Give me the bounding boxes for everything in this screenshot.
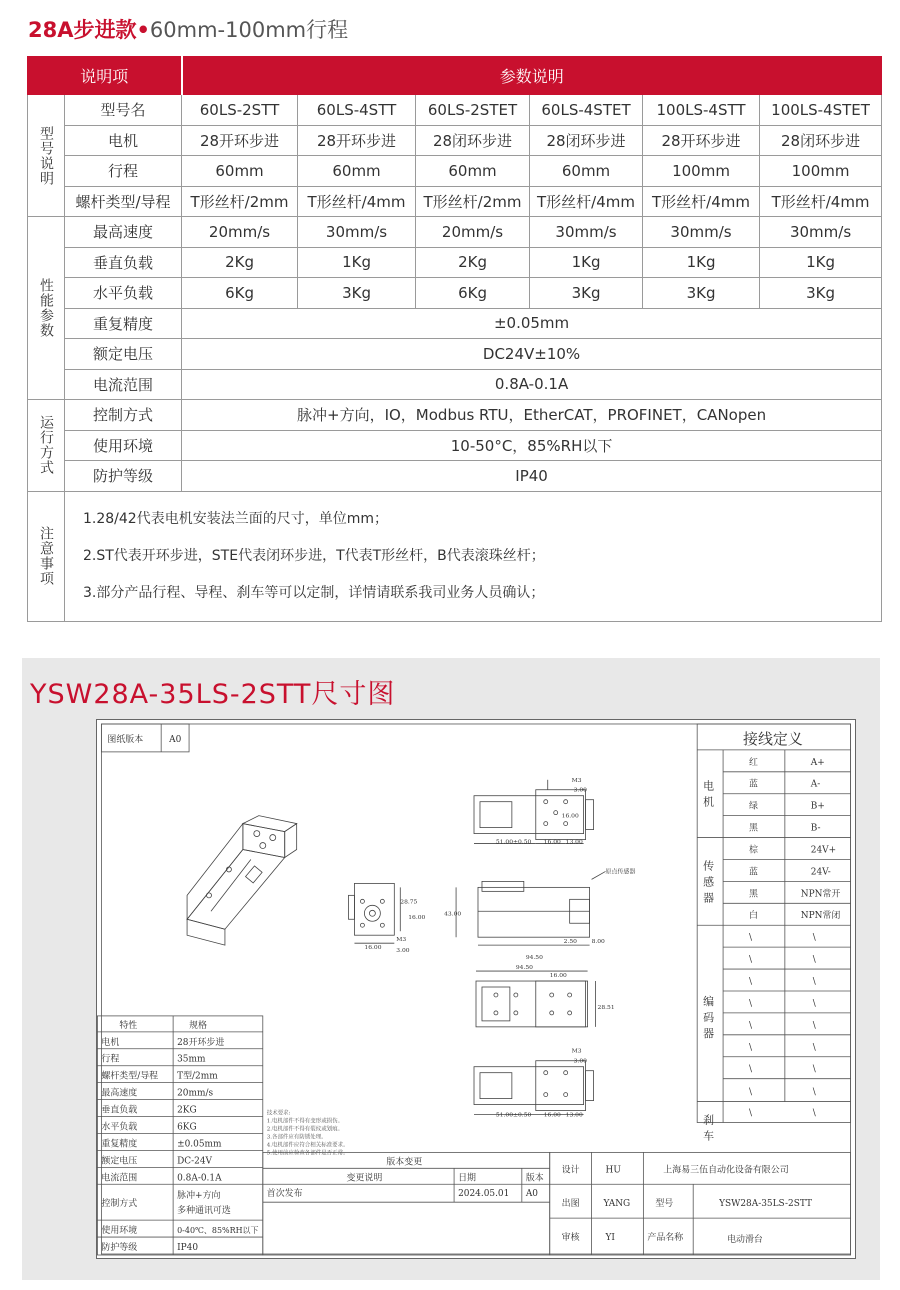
note-item: 3.部分产品行程、导程、刹车等可以定制，详情请联系我司业务人员确认； xyxy=(83,584,545,601)
dim-16b: 16.00 xyxy=(543,838,561,846)
revision-header: 版本 xyxy=(525,1173,544,1184)
wire-color: 白 xyxy=(748,911,758,922)
dim-3-2: 3.00 xyxy=(573,1057,587,1065)
encoder-label-char: 码 xyxy=(703,1010,715,1024)
row-speed xyxy=(28,217,882,248)
encoder-mark: \ xyxy=(748,1042,753,1053)
cell: 1Kg xyxy=(298,247,416,278)
spec-key: 控制方式 xyxy=(101,1199,138,1210)
row-label: 防护等级 xyxy=(65,461,182,492)
encoder-mark: \ xyxy=(812,955,816,966)
wire-color: 蓝 xyxy=(748,779,758,790)
dim-3: 3.00 xyxy=(573,786,587,794)
dim-16-end: 16.00 xyxy=(408,914,426,922)
spec-header: 规格 xyxy=(189,1020,207,1031)
spec-table xyxy=(27,56,882,622)
encoder-label-char: 编 xyxy=(703,994,715,1008)
sensor-label-char: 器 xyxy=(703,891,715,905)
row-control xyxy=(28,400,882,431)
revision-header: 变更说明 xyxy=(346,1173,383,1184)
dim-43: 43.00 xyxy=(444,910,462,918)
row-screw xyxy=(28,186,882,217)
wiring-motor-label xyxy=(703,779,714,809)
dim-13-2: 13.00 xyxy=(565,1111,583,1119)
row-label: 使用环境 xyxy=(65,430,182,461)
spec-key: 垂直负载 xyxy=(101,1105,138,1116)
cell: IP40 xyxy=(182,461,882,492)
group-model: 型号说明 xyxy=(28,95,65,217)
encoder-mark: \ xyxy=(812,977,816,988)
wire-signal: A+ xyxy=(810,757,825,768)
group-run: 运行方式 xyxy=(28,400,65,492)
cell: T形丝杆/4mm xyxy=(643,186,760,217)
encoder-mark: \ xyxy=(748,1020,753,1031)
drawing-spec-table xyxy=(101,1019,258,1253)
cell: 3Kg xyxy=(643,278,760,309)
drawing-sheet xyxy=(96,719,856,1259)
row-ip xyxy=(28,461,882,492)
wire-color: 红 xyxy=(748,757,758,768)
row-hload xyxy=(28,278,882,309)
drawing-spec-table-lines xyxy=(97,1016,262,1255)
cell: 100LS-4STT xyxy=(643,95,760,126)
revision-desc: 首次发布 xyxy=(266,1189,303,1200)
tech-note: 3.各部件应有防锈处理。 xyxy=(266,1134,327,1141)
title-stroke: 60mm-100mm行程 xyxy=(149,18,349,42)
cell: 30mm/s xyxy=(643,217,760,248)
revision-table-lines xyxy=(263,1152,550,1255)
cell: T形丝杆/4mm xyxy=(760,186,882,217)
encoder-mark: \ xyxy=(748,1064,753,1075)
sensor-label-char: 感 xyxy=(703,875,715,889)
wire-signal: B- xyxy=(810,823,821,834)
wire-signal: A- xyxy=(810,779,821,790)
wiring-brake-label xyxy=(703,1113,714,1143)
cell: T形丝杆/4mm xyxy=(298,186,416,217)
row-repeat xyxy=(28,308,882,339)
encoder-mark: \ xyxy=(748,955,753,966)
cell: 3Kg xyxy=(530,278,643,309)
encoder-mark: \ xyxy=(812,1020,816,1031)
row-label: 电流范围 xyxy=(65,369,182,400)
spec-key: 额定电压 xyxy=(101,1156,138,1167)
row-label: 行程 xyxy=(65,156,182,187)
tb-model-label: 型号 xyxy=(655,1199,674,1210)
revision-table xyxy=(267,1155,544,1199)
dim-51-2: 51.00±0.50 xyxy=(495,1111,532,1119)
cell: 28闭环步进 xyxy=(416,125,530,156)
dim-16c: 16.00 xyxy=(549,972,567,980)
notes-cell xyxy=(65,491,882,621)
cell: 20mm/s xyxy=(416,217,530,248)
spec-val: 0-40℃、85%RH以下 xyxy=(177,1226,259,1236)
sensor-note: 原点传感器 xyxy=(605,868,636,876)
tb-drawn-value: YANG xyxy=(603,1199,631,1210)
tb-product-label: 产品名称 xyxy=(647,1233,684,1244)
spec-header-row xyxy=(28,57,882,95)
cell: 脉冲+方向，IO，Modbus RTU，EtherCAT，PROFINET，CANopen xyxy=(182,400,882,431)
wire-signal: 24V- xyxy=(810,867,831,878)
spec-key: 行程 xyxy=(101,1054,120,1065)
tb-check-value: YI xyxy=(605,1233,615,1244)
dim-13: 13.00 xyxy=(565,838,583,846)
wire-color: 绿 xyxy=(748,801,758,812)
spec-val: 0.8A-0.1A xyxy=(177,1173,222,1184)
revision-title: 版本变更 xyxy=(386,1157,423,1168)
wire-color: 蓝 xyxy=(748,867,758,878)
motor-label-char: 电 xyxy=(703,779,715,793)
encoder-mark: \ xyxy=(812,1087,816,1098)
row-label: 最高速度 xyxy=(65,217,182,248)
dim-16-endb: 16.00 xyxy=(364,944,382,952)
wire-color: 黑 xyxy=(748,889,758,900)
row-stroke xyxy=(28,156,882,187)
wiring-sensor-rows xyxy=(749,844,840,922)
version-label: 图纸版本 xyxy=(107,734,144,745)
row-label: 电机 xyxy=(65,125,182,156)
cell: T形丝杆/4mm xyxy=(530,186,643,217)
wiring-encoder-label xyxy=(703,994,714,1040)
dim-3-end: 3.00 xyxy=(396,947,410,955)
cell: 6Kg xyxy=(416,278,530,309)
dim-m3: M3 xyxy=(571,776,582,784)
revision-header: 日期 xyxy=(458,1173,476,1184)
encoder-mark: \ xyxy=(812,998,816,1009)
wiring-title: 接线定义 xyxy=(743,729,803,748)
row-motor xyxy=(28,125,882,156)
cell: 10-50°C，85%RH以下 xyxy=(182,430,882,461)
sensor-label-char: 传 xyxy=(703,859,715,873)
side-view xyxy=(456,871,605,945)
spec-val: T型/2mm xyxy=(177,1071,218,1082)
encoder-mark: \ xyxy=(748,1087,753,1098)
end-view xyxy=(348,883,400,943)
encoder-mark: \ xyxy=(748,998,753,1009)
title-dot: • xyxy=(136,18,150,42)
cell: 3Kg xyxy=(298,278,416,309)
cell: T形丝杆/2mm xyxy=(182,186,298,217)
spec-val-line: 脉冲+方向 xyxy=(177,1191,221,1202)
wiring-sensor-label xyxy=(703,858,714,904)
row-vload xyxy=(28,247,882,278)
wire-signal: NPN常闭 xyxy=(800,911,841,922)
row-notes xyxy=(28,491,882,621)
spec-val: ±0.05mm xyxy=(177,1139,222,1150)
cell: 1Kg xyxy=(530,247,643,278)
cell: 1Kg xyxy=(760,247,882,278)
dim-2875: 28.75 xyxy=(400,898,418,906)
dim-m3-end: M3 xyxy=(396,936,407,944)
encoder-mark: \ xyxy=(812,1042,816,1053)
cell: 28开环步进 xyxy=(298,125,416,156)
spec-key: 重复精度 xyxy=(101,1139,138,1150)
encoder-mark: \ xyxy=(748,933,753,944)
dim-2851: 28.51 xyxy=(597,1003,615,1011)
header-params: 参数说明 xyxy=(182,57,882,95)
cell: T形丝杆/2mm xyxy=(416,186,530,217)
wire-color: 棕 xyxy=(748,845,758,856)
cell: 60LS-2STT xyxy=(182,95,298,126)
row-model-name xyxy=(28,95,882,126)
top-view-2 xyxy=(474,1061,594,1115)
spec-key: 水平负载 xyxy=(101,1122,138,1133)
wire-signal: NPN常开 xyxy=(800,889,841,900)
dim-945: 94.50 xyxy=(525,954,543,962)
cell: 60mm xyxy=(298,156,416,187)
cell: 6Kg xyxy=(182,278,298,309)
cell: 28闭环步进 xyxy=(760,125,882,156)
row-current xyxy=(28,369,882,400)
cell: 28闭环步进 xyxy=(530,125,643,156)
cell: DC24V±10% xyxy=(182,339,882,370)
revision-date: 2024.05.01 xyxy=(458,1189,510,1200)
spec-val: 2KG xyxy=(177,1105,197,1116)
spec-val: 20mm/s xyxy=(177,1088,214,1099)
tb-design-value: HU xyxy=(605,1165,621,1176)
spec-header: 特性 xyxy=(119,1020,138,1031)
cell: 30mm/s xyxy=(760,217,882,248)
spec-val: 28开环步进 xyxy=(177,1037,225,1048)
tech-note: 5.使用前应检查各部件是否正常。 xyxy=(266,1150,349,1157)
spec-key: 电流范围 xyxy=(101,1173,138,1184)
tech-note: 技术要求: xyxy=(266,1110,291,1117)
group-perf: 性能参数 xyxy=(28,217,65,400)
tech-note: 1.电机部件不得有变形或损伤。 xyxy=(266,1118,344,1125)
motor-label-char: 机 xyxy=(703,795,715,809)
note-item: 2.ST代表开环步进，STE代表闭环步进，T代表T形丝杆，B代表滚珠丝杆； xyxy=(83,547,545,564)
tb-drawn-label: 出图 xyxy=(561,1199,580,1210)
brake-label-char: 刹 xyxy=(703,1113,715,1127)
cell: 30mm/s xyxy=(530,217,643,248)
spec-val: 6KG xyxy=(177,1122,197,1133)
row-label: 额定电压 xyxy=(65,339,182,370)
wire-signal: 24V+ xyxy=(810,845,837,856)
encoder-label-char: 器 xyxy=(703,1026,715,1040)
version-value: A0 xyxy=(169,734,182,745)
spec-val: IP40 xyxy=(177,1243,199,1254)
brake-mark: \ xyxy=(748,1108,753,1119)
spec-key: 电机 xyxy=(101,1037,120,1048)
cell: 60LS-4STET xyxy=(530,95,643,126)
spec-key: 使用环境 xyxy=(101,1226,138,1237)
spec-val: 35mm xyxy=(177,1054,206,1065)
drawing-title: YSW28A-35LS-2STT尺寸图 xyxy=(30,679,396,710)
note-item: 1.28/42代表电机安装法兰面的尺寸，单位mm； xyxy=(83,510,388,527)
wiring-motor-rows xyxy=(749,756,825,834)
row-label: 重复精度 xyxy=(65,308,182,339)
bottom-view xyxy=(476,971,596,1027)
cell: 28开环步进 xyxy=(643,125,760,156)
cell: 100LS-4STET xyxy=(760,95,882,126)
tb-company: 上海易三伍自动化设备有限公司 xyxy=(663,1165,789,1176)
spec-val: DC-24V xyxy=(177,1156,213,1167)
tech-notes xyxy=(267,1109,349,1157)
cell: 60LS-2STET xyxy=(416,95,530,126)
cell: 20mm/s xyxy=(182,217,298,248)
cell: 30mm/s xyxy=(298,217,416,248)
tb-product-value: 电动滑台 xyxy=(727,1235,763,1246)
dim-16: 16.00 xyxy=(561,812,579,820)
encoder-mark: \ xyxy=(812,933,816,944)
tb-check-label: 审核 xyxy=(561,1233,580,1244)
spec-key: 螺杆类型/导程 xyxy=(101,1071,159,1082)
page-title xyxy=(28,14,348,44)
cell: 60LS-4STT xyxy=(298,95,416,126)
wiring-table-lines xyxy=(697,724,850,1123)
spec-key: 防护等级 xyxy=(101,1243,138,1254)
cell: 1Kg xyxy=(643,247,760,278)
encoder-mark: \ xyxy=(748,977,753,988)
row-label: 垂直负载 xyxy=(65,247,182,278)
cell: 2Kg xyxy=(416,247,530,278)
cell: 60mm xyxy=(416,156,530,187)
wire-color: 黑 xyxy=(748,823,758,834)
spec-key: 最高速度 xyxy=(101,1088,138,1099)
tech-note: 2.电机部件不得有裂纹或划痕。 xyxy=(266,1126,344,1133)
row-label: 控制方式 xyxy=(65,400,182,431)
row-label: 型号名 xyxy=(65,95,182,126)
title-block xyxy=(562,1163,812,1245)
dim-16-2: 16.00 xyxy=(543,1111,561,1119)
header-item: 说明项 xyxy=(28,57,182,95)
wire-signal: B+ xyxy=(810,801,825,812)
encoder-mark: \ xyxy=(812,1064,816,1075)
cell: 3Kg xyxy=(760,278,882,309)
row-label: 水平负载 xyxy=(65,278,182,309)
cell: ±0.05mm xyxy=(182,308,882,339)
cell: 2Kg xyxy=(182,247,298,278)
brake-mark: \ xyxy=(812,1108,816,1119)
spec-val xyxy=(177,1189,231,1216)
dim-8: 8.00 xyxy=(591,938,605,946)
brake-label-char: 车 xyxy=(703,1129,715,1143)
dim-945b: 94.50 xyxy=(515,964,533,972)
cell: 60mm xyxy=(530,156,643,187)
cell: 100mm xyxy=(760,156,882,187)
spec-val-line: 多种通讯可选 xyxy=(177,1206,231,1217)
row-label: 螺杆类型/导程 xyxy=(65,186,182,217)
wiring-encoder-rows xyxy=(749,933,817,1118)
dim-m3-2: M3 xyxy=(571,1047,582,1055)
cell: 60mm xyxy=(182,156,298,187)
tech-note: 4.电机部件应符合相关标准要求。 xyxy=(266,1142,349,1149)
title-model: 28A步进款 xyxy=(28,18,137,42)
tb-design-label: 设计 xyxy=(561,1165,580,1176)
cell: 28开环步进 xyxy=(182,125,298,156)
iso-view xyxy=(187,816,297,946)
dim-25: 2.50 xyxy=(563,938,577,946)
cell: 0.8A-0.1A xyxy=(182,369,882,400)
row-voltage xyxy=(28,339,882,370)
cell: 100mm xyxy=(643,156,760,187)
row-env xyxy=(28,430,882,461)
dim-51: 51.00±0.50 xyxy=(495,838,532,846)
tb-model-value: YSW28A-35LS-2STT xyxy=(719,1199,813,1210)
group-notes: 注意事项 xyxy=(28,491,65,621)
revision-ver: A0 xyxy=(525,1189,538,1200)
